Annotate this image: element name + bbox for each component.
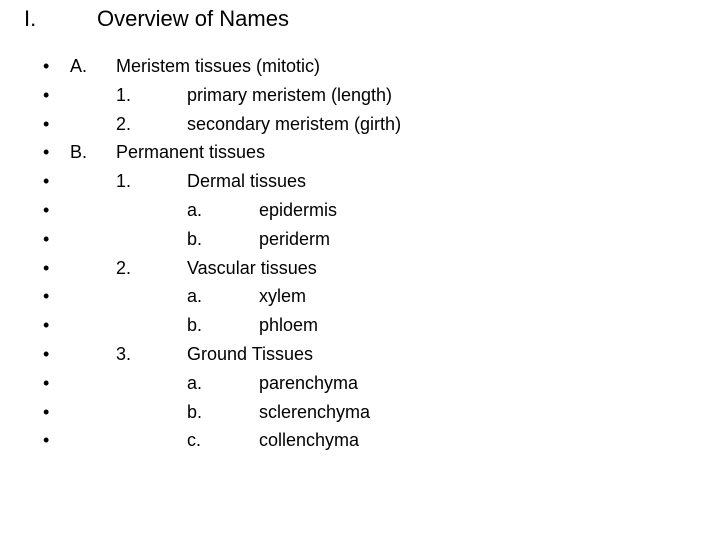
list-item-marker: B.	[70, 142, 88, 163]
list-item-marker: 2.	[116, 113, 132, 134]
list-item	[0, 256, 720, 285]
list-item	[0, 400, 720, 429]
list-item-text: periderm	[259, 228, 331, 249]
list-item-marker: 2.	[116, 257, 132, 278]
bullet-icon: •	[43, 315, 50, 336]
bullet-icon: •	[43, 84, 50, 105]
list-item	[0, 83, 720, 112]
list-item-marker: 1.	[116, 171, 132, 192]
bullet-icon: •	[43, 228, 50, 249]
bullet-icon: •	[43, 56, 50, 76]
outline-list	[0, 54, 720, 457]
list-item-text: Dermal tissues	[187, 171, 307, 192]
list-item-text: xylem	[259, 286, 307, 307]
list-item-marker: b.	[187, 315, 203, 336]
heading-number: I.	[24, 6, 37, 31]
bullet-icon: •	[43, 286, 50, 307]
list-item-text: Vascular tissues	[187, 257, 317, 278]
bullet-icon: •	[43, 343, 50, 364]
bullet-icon: •	[43, 372, 50, 393]
list-item	[0, 140, 720, 169]
list-item-text: sclerenchyma	[259, 401, 371, 422]
list-item	[0, 169, 720, 198]
page-title: Overview of Names	[97, 6, 289, 31]
list-item	[0, 112, 720, 141]
list-item	[0, 227, 720, 256]
list-item-text: secondary meristem (girth)	[187, 113, 402, 134]
list-item-text: Ground Tissues	[187, 343, 314, 364]
list-item-text: primary meristem (length)	[187, 84, 393, 105]
list-item	[0, 198, 720, 227]
list-item-marker: 1.	[116, 84, 132, 105]
list-item	[0, 54, 720, 83]
bullet-icon: •	[43, 113, 50, 134]
bullet-icon: •	[43, 199, 50, 220]
list-item	[0, 428, 720, 457]
list-item-text: Permanent tissues	[116, 142, 266, 163]
list-item-marker: b.	[187, 228, 203, 249]
list-item-marker: a.	[187, 372, 203, 393]
bullet-icon: •	[43, 430, 50, 451]
list-item-marker: b.	[187, 401, 203, 422]
list-item-text: Meristem tissues (mitotic)	[116, 56, 321, 76]
list-item	[0, 284, 720, 313]
list-item-text: collenchyma	[259, 430, 360, 451]
bullet-icon: •	[43, 142, 50, 163]
list-item	[0, 371, 720, 400]
list-item-text: phloem	[259, 315, 319, 336]
list-item	[0, 342, 720, 371]
list-item-marker: c.	[187, 430, 202, 451]
list-item-marker: a.	[187, 286, 203, 307]
list-item	[0, 313, 720, 342]
list-item-marker: A.	[70, 56, 88, 76]
bullet-icon: •	[43, 401, 50, 422]
list-item-text: epidermis	[259, 199, 338, 220]
bullet-icon: •	[43, 171, 50, 192]
list-item-text: parenchyma	[259, 372, 359, 393]
list-item-marker: a.	[187, 199, 203, 220]
bullet-icon: •	[43, 257, 50, 278]
list-item-marker: 3.	[116, 343, 132, 364]
